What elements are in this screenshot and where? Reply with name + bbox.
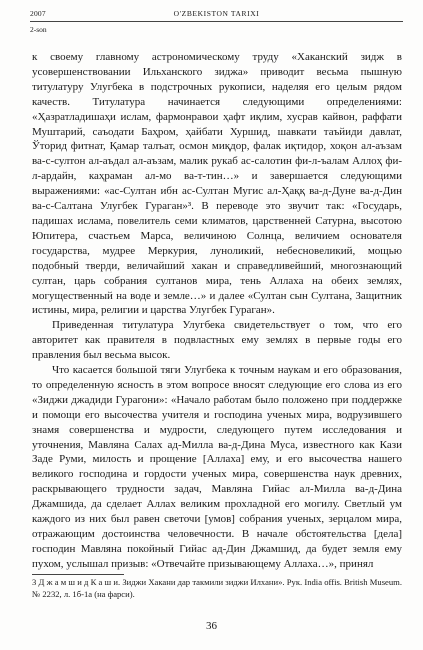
header-rule xyxy=(30,21,403,22)
journal-title: O'ZBEKISTON TARIXI xyxy=(173,9,260,18)
paragraph: Приведенная титулатура Улугбека свидетельствует о том, что его авторитет как правителя в подвластных ему землях в первые годы его правления был весьма высок. xyxy=(32,319,402,362)
running-header xyxy=(30,9,403,21)
footnote-rule xyxy=(32,574,124,575)
paragraph: к своему главному астрономическому труду «Хаканский зидж в усовершенствовании Ильханского зиджа» приводит весьма пышную титулатуру Улугбека в подстрочных рукописи, наделяя его целым рядом качеств. Титулатура начинается следующими определениями: «Ҳазратладишаҳи ислам, фармонравои ҳафт иқлим, хусрав кайвон, раффати Муштарий, саъодати Баҳром, ҳайбати Хуршид, шавкати таъйиди давлат, Ўторид фитнат, Қамар талъат, осмон миқдор, фалак иқтидор, хоқон ал-аъзам ва-с-султон ал-аъдал ал-аъзам, малик рукаб ас-салотин фи-л-ъалам Аллоҳ фи-л-ардайн, каҳраман ал-мо ва-т-тин…» и завершается следующими выражениями: «ас-Султан ибн ас-Султан Мугис ал-Ҳаққ ва-д-Дуне ва-д-Дин ва-с-Салтана Улугбек Гураган»³. В переводе это звучит так: «Государь, падишах ислама, повелитель семи климатов, царственней Сатурна, высотою Юпитера, счастьем Марса, величиною Солнца, величием основателя государства, мудрее Меркурия, луноликий, небесновеликий, мощью подобный тверди, величайший хакан и справедливейший, многознающий султан, царь собрания султанов мира, тень Аллаха на обеих землях, могущественный на воде и земле…» и далее «Султан сын Султана, Защитник истины, мира, религии и царства Улугбек Гураган». xyxy=(32,51,402,317)
body-text xyxy=(32,50,402,572)
paragraph: Что касается большой тяги Улугбека к точным наукам и его образования, то определенную ясность в этом вопросе вносят следующие его слова из его «Зиджи джадиди Гурагони»: «Начало работам было положено при поддержке и помощи его высочества учителя и господина ученых мира, водрузившего знамя совершенства и мудрости, следующего путем исследования и уточнения, Мавляна Салах ад-Милла ва-д-Дина Муса, известного как Кази Заде Руми, милость и прощение [Аллаха] ему, и его высочества нашего великого господина и гордости ученых мира, совершенства наук древних, раскрывающего трудности задач, Мавляна Гийас ал-Милла ва-д-Дина Джамшида, да сделает Аллах великим прохладной его могилу. Светлый ум каждого из них был равен светочи [умов] собрания ученых, зерцалом мира, отражающим достоинства человечности. В начале обстоятельства [дела] господин Мавляна покойный Гийас ад-Дин Джамшид, да будет земля ему пухом, услышал призыв: «Отвечайте призывающему Аллаха…», принял xyxy=(32,364,402,570)
header-year: 2007 xyxy=(30,9,46,18)
page-number: 36 xyxy=(206,620,217,632)
footnote: 3 Д ж а м ш и д К а ш и. Зиджи Хакани дар такмили зиджи Илхани». Рук. India offis. British Museum. № 2232, л. 1б-1а (на фарси). xyxy=(32,577,402,599)
issue-number: 2-son xyxy=(30,25,47,34)
